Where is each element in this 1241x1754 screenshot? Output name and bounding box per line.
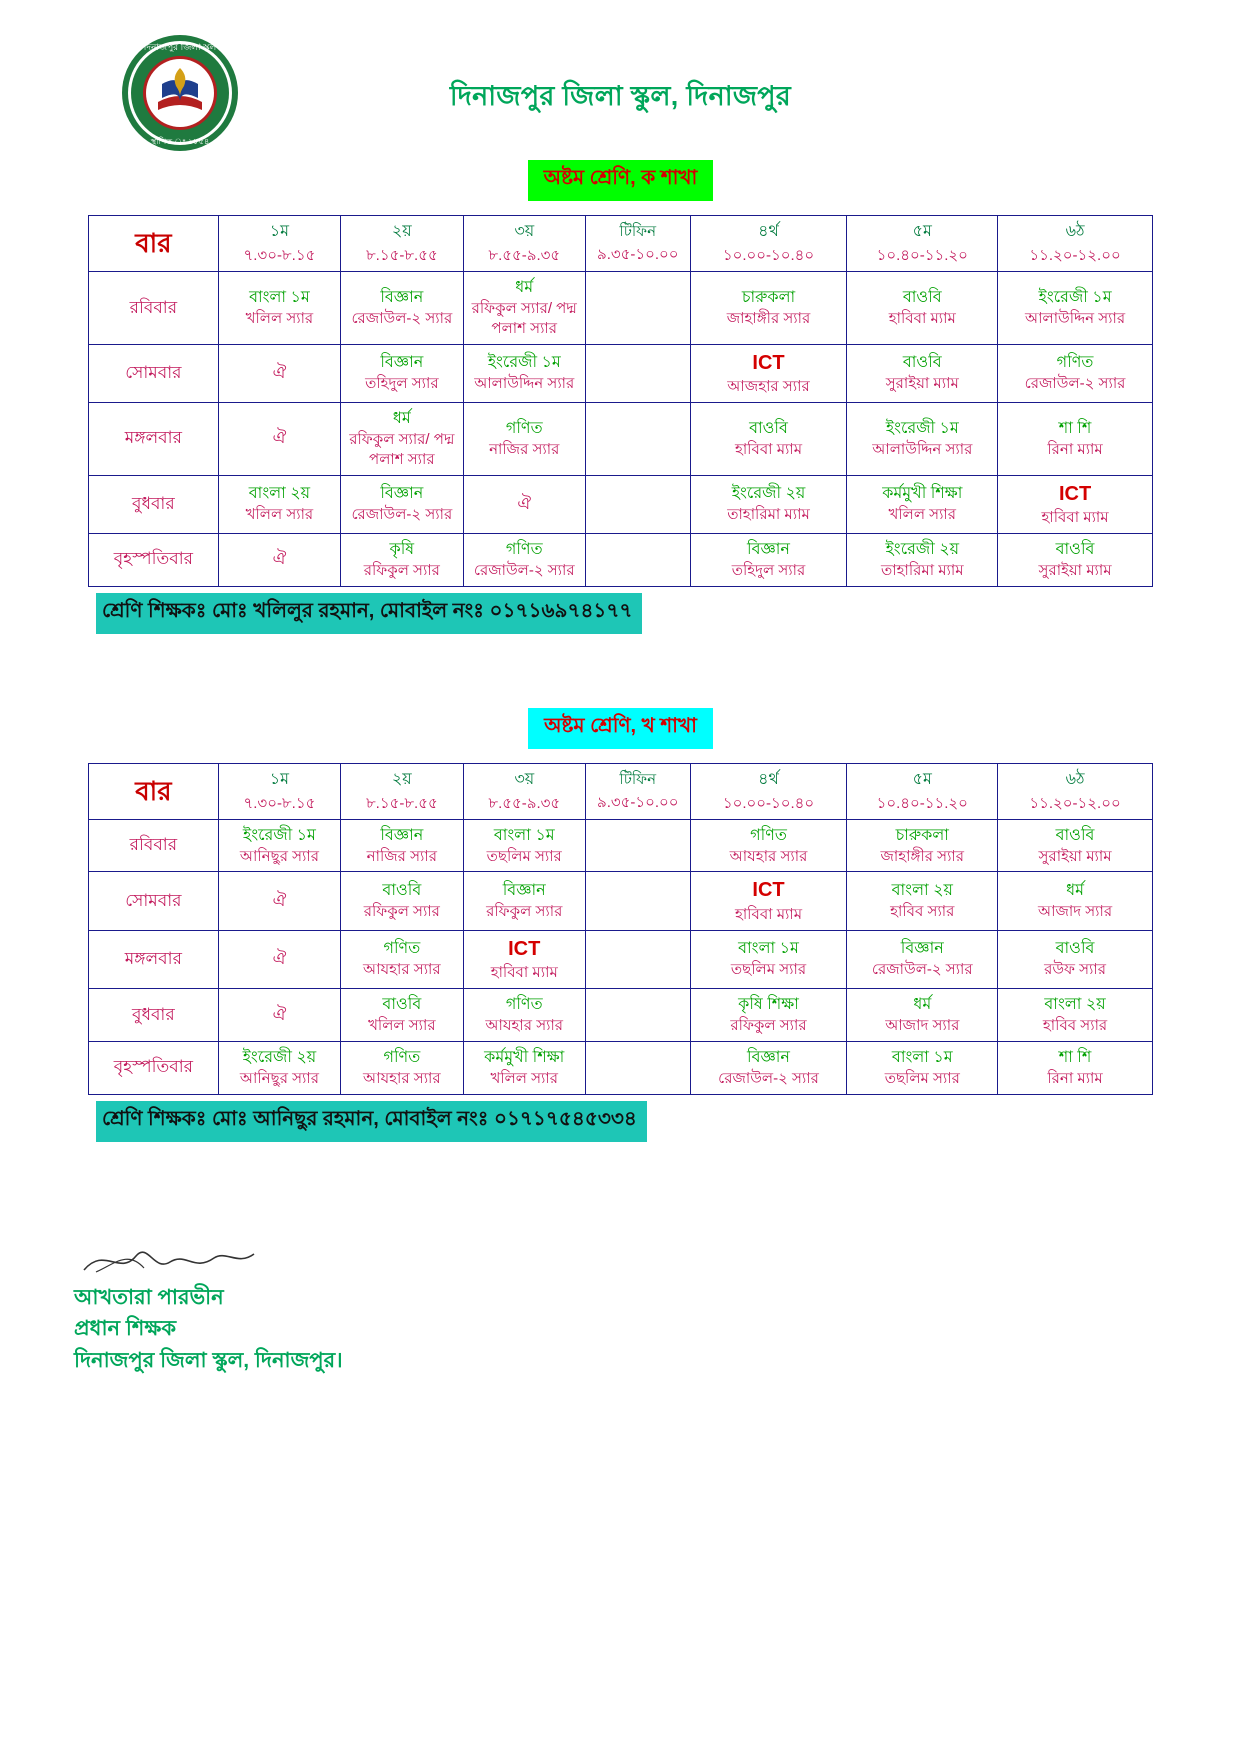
header-tiffin bbox=[585, 763, 690, 819]
teacher: আলাউদ্দিন স্যার bbox=[1025, 309, 1126, 327]
tiffin-cell bbox=[585, 402, 690, 475]
subject: কর্মমুখী শিক্ষা bbox=[484, 1048, 565, 1066]
tiffin-label: টিফিন bbox=[619, 770, 657, 788]
period-time: ১০.৪০-১১.২০ bbox=[876, 247, 968, 265]
class-cell bbox=[218, 819, 340, 872]
header-period-6 bbox=[998, 763, 1153, 819]
ditto-mark: ঐ bbox=[272, 948, 287, 968]
subject: ধর্ম bbox=[913, 995, 932, 1013]
teacher: রেজাউল-২ স্যার bbox=[473, 561, 575, 579]
svg-text:স্থাপিত ঃ ১৮৫৪: স্থাপিত ঃ ১৮৫৪ bbox=[150, 137, 210, 146]
routine-table-a bbox=[88, 215, 1153, 587]
section-title-a: অষ্টম শ্রেণি, ক শাখা bbox=[528, 160, 714, 201]
teacher: খলিল স্যার bbox=[245, 309, 314, 327]
document-header bbox=[60, 18, 1181, 148]
class-teacher-b-wrap bbox=[88, 1095, 1153, 1142]
class-cell bbox=[341, 872, 463, 930]
teacher: আজাদ স্যার bbox=[885, 1016, 960, 1034]
class-cell bbox=[847, 872, 998, 930]
teacher: হাবিবা ম্যাম bbox=[1041, 508, 1109, 526]
class-cell bbox=[690, 872, 847, 930]
subject: চারুকলা bbox=[895, 826, 949, 844]
day-label: বৃহস্পতিবার bbox=[89, 533, 219, 586]
teacher: জাহাঙ্গীর স্যার bbox=[880, 847, 965, 865]
tiffin-time: ৯.৩৫-১০.০০ bbox=[596, 793, 679, 811]
tiffin-cell bbox=[585, 344, 690, 402]
teacher: খলিল স্যার bbox=[490, 1069, 558, 1087]
class-cell bbox=[847, 402, 998, 475]
class-cell bbox=[998, 930, 1153, 988]
teacher: রিনা ম্যাম bbox=[1047, 1069, 1103, 1087]
class-cell bbox=[463, 344, 585, 402]
subject: বাওবি bbox=[902, 288, 942, 306]
section-title-b-wrap bbox=[60, 708, 1181, 749]
class-cell bbox=[463, 271, 585, 344]
teacher: খলিল স্যার bbox=[368, 1016, 436, 1034]
subject: গণিত bbox=[505, 540, 543, 558]
class-cell bbox=[463, 819, 585, 872]
class-cell bbox=[998, 872, 1153, 930]
subject: বাংলা ২য় bbox=[248, 485, 311, 503]
svg-text:দিনাজপুর জিলা স্কুল: দিনাজপুর জিলা স্কুল bbox=[143, 42, 217, 52]
subject: শা শি bbox=[1058, 1048, 1092, 1066]
period-number: ৬ঠ bbox=[1065, 770, 1085, 788]
teacher: রফিকুল স্যার bbox=[730, 1016, 807, 1034]
subject: গণিত bbox=[383, 1048, 421, 1066]
teacher: রেজাউল-২ স্যার bbox=[871, 961, 973, 979]
subject: বাওবি bbox=[382, 882, 422, 900]
period-number: ৪র্থ bbox=[758, 223, 779, 240]
class-cell bbox=[341, 402, 463, 475]
day-label: মঙ্গলবার bbox=[89, 402, 219, 475]
subject: ধর্ম bbox=[392, 409, 411, 427]
class-cell bbox=[998, 402, 1153, 475]
subject: বাংলা ১ম bbox=[249, 288, 310, 306]
header-period-5 bbox=[847, 763, 998, 819]
signature-icon bbox=[74, 1238, 274, 1282]
class-cell bbox=[218, 475, 340, 533]
section-title-a-wrap bbox=[60, 160, 1181, 201]
teacher: আনিছুর স্যার bbox=[239, 847, 319, 865]
subject: ইংরেজী ২য় bbox=[242, 1048, 317, 1066]
class-cell bbox=[218, 344, 340, 402]
period-time: ৮.৫৫-৯.৩৫ bbox=[488, 794, 561, 812]
teacher: রেজাউল-২ স্যার bbox=[351, 309, 453, 327]
class-cell bbox=[463, 988, 585, 1041]
header-period-1 bbox=[218, 763, 340, 819]
period-time: ১০.৪০-১১.২০ bbox=[876, 794, 968, 812]
subject: বাংলা ২য় bbox=[891, 882, 953, 900]
tiffin-cell bbox=[585, 819, 690, 872]
teacher: সুরাইয়া ম্যাম bbox=[1038, 561, 1112, 579]
period-time: ১১.২০-১২.০০ bbox=[1029, 247, 1121, 265]
period-time: ১০.০০-১০.৪০ bbox=[722, 794, 815, 812]
ditto-mark: ঐ bbox=[517, 493, 532, 513]
table-row bbox=[89, 402, 1153, 475]
tiffin-cell bbox=[585, 872, 690, 930]
subject: বাংলা ১ম bbox=[493, 826, 555, 844]
class-cell bbox=[218, 533, 340, 586]
class-cell bbox=[690, 344, 847, 402]
subject: বাওবি bbox=[1055, 540, 1095, 558]
class-cell bbox=[218, 271, 340, 344]
class-cell bbox=[341, 475, 463, 533]
teacher: হাবিবা ম্যাম bbox=[490, 963, 558, 981]
class-cell bbox=[998, 475, 1153, 533]
teacher: রেজাউল-২ স্যার bbox=[1024, 375, 1126, 393]
period-number: ২য় bbox=[391, 223, 412, 240]
teacher: সুরাইয়া ম্যাম bbox=[885, 375, 959, 393]
subject: গণিত bbox=[1056, 354, 1094, 372]
subject: বিজ্ঞান bbox=[380, 826, 424, 844]
tiffin-cell bbox=[585, 988, 690, 1041]
table-header-row bbox=[89, 216, 1153, 272]
period-time: ৮.৫৫-৯.৩৫ bbox=[488, 247, 561, 265]
subject: বাওবি bbox=[1055, 826, 1095, 844]
teacher: খলিল স্যার bbox=[245, 506, 314, 524]
subject: ইংরেজী ১ম bbox=[487, 354, 561, 372]
class-cell bbox=[218, 402, 340, 475]
table-header-row bbox=[89, 763, 1153, 819]
class-cell bbox=[463, 872, 585, 930]
subject: ICT bbox=[1058, 482, 1092, 505]
subject: ইংরেজী ১ম bbox=[885, 419, 959, 437]
subject: ইংরেজী ১ম bbox=[1038, 288, 1112, 306]
day-label: রবিবার bbox=[89, 271, 219, 344]
subject: ICT bbox=[508, 937, 541, 960]
teacher: তহিদুল স্যার bbox=[731, 561, 806, 579]
class-cell bbox=[690, 475, 847, 533]
class-cell bbox=[218, 988, 340, 1041]
day-label: বৃহস্পতিবার bbox=[89, 1041, 219, 1094]
table-row bbox=[89, 475, 1153, 533]
principal-institution: দিনাজপুর জিলা স্কুল, দিনাজপুর। bbox=[74, 1348, 343, 1372]
subject: বিজ্ঞান bbox=[502, 882, 546, 900]
class-cell bbox=[341, 533, 463, 586]
header-period-3 bbox=[463, 216, 585, 272]
routine-table-b bbox=[88, 763, 1153, 1095]
subject: বিজ্ঞান bbox=[747, 540, 790, 558]
teacher: আজহার স্যার bbox=[727, 378, 810, 395]
header-period-5 bbox=[847, 216, 998, 272]
teacher: আযহার স্যার bbox=[363, 1069, 441, 1087]
teacher: আলাউদ্দিন স্যার bbox=[872, 440, 973, 458]
subject: বাংলা ১ম bbox=[738, 940, 799, 958]
subject: ICT bbox=[752, 879, 785, 902]
class-cell bbox=[341, 819, 463, 872]
subject: বিজ্ঞান bbox=[380, 485, 424, 503]
teacher: রফিকুল স্যার/ পদ্ম পলাশ স্যার bbox=[349, 430, 455, 468]
period-time: ১১.২০-১২.০০ bbox=[1029, 794, 1121, 812]
ditto-mark: ঐ bbox=[272, 1004, 287, 1024]
header-period-2 bbox=[341, 216, 463, 272]
period-time: ৭.৩০-৮.১৫ bbox=[243, 247, 316, 265]
class-cell bbox=[341, 344, 463, 402]
subject: বিজ্ঞান bbox=[747, 1048, 790, 1066]
teacher: আনিছুর স্যার bbox=[239, 1069, 319, 1087]
subject: বাওবি bbox=[902, 354, 942, 372]
class-teacher-a: শ্রেণি শিক্ষকঃ মোঃ খলিলুর রহমান, মোবাইল নংঃ ০১৭১৬৯৭৪১৭৭ bbox=[96, 593, 642, 634]
subject: বাওবি bbox=[1055, 940, 1095, 958]
class-cell bbox=[998, 819, 1153, 872]
period-number: ১ম bbox=[269, 770, 290, 788]
class-teacher-a-wrap bbox=[88, 587, 1153, 634]
subject: ICT bbox=[752, 351, 785, 374]
class-cell bbox=[341, 988, 463, 1041]
class-cell bbox=[847, 930, 998, 988]
period-number: ৫ম bbox=[912, 223, 932, 240]
subject: গণিত bbox=[505, 995, 543, 1013]
period-number: ৬ঠ bbox=[1065, 223, 1085, 240]
period-number: ৪র্থ bbox=[758, 770, 779, 788]
class-cell bbox=[847, 819, 998, 872]
subject: গণিত bbox=[383, 940, 421, 958]
day-label: বুধবার bbox=[89, 475, 219, 533]
period-time: ৭.৩০-৮.১৫ bbox=[243, 794, 316, 812]
teacher: নাজির স্যার bbox=[366, 847, 437, 865]
header-period-6 bbox=[998, 216, 1153, 272]
class-cell bbox=[463, 475, 585, 533]
class-cell bbox=[690, 271, 847, 344]
ditto-mark: ঐ bbox=[272, 890, 287, 910]
teacher: রেজাউল-২ স্যার bbox=[351, 506, 453, 524]
day-label: সোমবার bbox=[89, 344, 219, 402]
ditto-mark: ঐ bbox=[272, 428, 287, 448]
class-cell bbox=[463, 1041, 585, 1094]
class-cell bbox=[218, 930, 340, 988]
subject: বাংলা ১ম bbox=[891, 1048, 953, 1066]
subject: গণিত bbox=[750, 826, 787, 844]
subject: ইংরেজী ২য় bbox=[731, 485, 806, 503]
teacher: রউফ স্যার bbox=[1044, 961, 1107, 979]
header-day: বার bbox=[89, 763, 219, 819]
class-cell bbox=[847, 271, 998, 344]
day-label: সোমবার bbox=[89, 872, 219, 930]
header-period-1 bbox=[218, 216, 340, 272]
subject: ইংরেজী ২য় bbox=[885, 540, 960, 558]
subject: কর্মমুখী শিক্ষা bbox=[882, 485, 963, 503]
class-cell bbox=[690, 533, 847, 586]
period-time: ৮.১৫-৮.৫৫ bbox=[365, 247, 438, 265]
teacher: হাবিব স্যার bbox=[1042, 1016, 1108, 1034]
teacher: তাহারিমা ম্যাম bbox=[880, 561, 964, 579]
class-teacher-b: শ্রেণি শিক্ষকঃ মোঃ আনিছুর রহমান, মোবাইল নংঃ ০১৭১৭৫৪৫৩৩৪ bbox=[96, 1101, 647, 1142]
table-row bbox=[89, 988, 1153, 1041]
day-label: মঙ্গলবার bbox=[89, 930, 219, 988]
class-cell bbox=[998, 1041, 1153, 1094]
teacher: তছলিম স্যার bbox=[486, 847, 562, 865]
section-gap bbox=[60, 634, 1181, 696]
teacher: রিনা ম্যাম bbox=[1047, 440, 1103, 458]
tiffin-cell bbox=[585, 930, 690, 988]
tiffin-cell bbox=[585, 1041, 690, 1094]
table-row bbox=[89, 819, 1153, 872]
subject: চারুকলা bbox=[741, 288, 796, 306]
teacher: নাজির স্যার bbox=[489, 440, 560, 458]
header-period-4 bbox=[690, 763, 847, 819]
class-cell bbox=[847, 533, 998, 586]
class-cell bbox=[847, 344, 998, 402]
subject: বাওবি bbox=[749, 419, 788, 437]
class-cell bbox=[463, 930, 585, 988]
class-cell bbox=[998, 988, 1153, 1041]
period-number: ১ম bbox=[269, 223, 290, 240]
teacher: হাবিবা ম্যাম bbox=[734, 905, 803, 923]
subject: বাওবি bbox=[382, 995, 422, 1013]
class-cell bbox=[218, 872, 340, 930]
teacher: রফিকুল স্যার bbox=[363, 561, 440, 579]
class-cell bbox=[463, 402, 585, 475]
class-cell bbox=[218, 1041, 340, 1094]
principal-name: আখতারা পারভীন bbox=[74, 1285, 224, 1309]
table-row bbox=[89, 271, 1153, 344]
teacher: সুরাইয়া ম্যাম bbox=[1038, 847, 1112, 865]
subject: ইংরেজী ১ম bbox=[242, 826, 316, 844]
school-logo-icon bbox=[110, 32, 250, 154]
teacher: খলিল স্যার bbox=[888, 506, 957, 524]
class-cell bbox=[998, 344, 1153, 402]
class-cell bbox=[463, 533, 585, 586]
class-cell bbox=[690, 819, 847, 872]
class-cell bbox=[341, 930, 463, 988]
subject: কৃষি শিক্ষা bbox=[738, 995, 799, 1013]
teacher: আযহার স্যার bbox=[729, 847, 808, 865]
header-period-4 bbox=[690, 216, 847, 272]
header-period-3 bbox=[463, 763, 585, 819]
tiffin-label: টিফিন bbox=[619, 223, 657, 241]
class-cell bbox=[847, 988, 998, 1041]
teacher: রেজাউল-২ স্যার bbox=[718, 1069, 819, 1087]
header-day: বার bbox=[89, 216, 219, 272]
table-row bbox=[89, 872, 1153, 930]
subject: কৃষি bbox=[389, 540, 415, 558]
period-number: ২য় bbox=[391, 770, 412, 788]
subject: গণিত bbox=[505, 419, 543, 437]
principal-designation: প্রধান শিক্ষক bbox=[74, 1317, 177, 1341]
teacher: রফিকুল স্যার bbox=[486, 903, 563, 921]
period-time: ১০.০০-১০.৪০ bbox=[722, 247, 815, 265]
subject: বিজ্ঞান bbox=[380, 288, 424, 306]
teacher: হাবিব স্যার bbox=[890, 903, 955, 921]
table-row bbox=[89, 930, 1153, 988]
class-cell bbox=[690, 988, 847, 1041]
teacher: আযহার স্যার bbox=[363, 961, 441, 979]
teacher: হাবিবা ম্যাম bbox=[888, 309, 956, 327]
teacher: তছলিম স্যার bbox=[730, 961, 807, 979]
teacher: তাহারিমা ম্যাম bbox=[727, 506, 810, 524]
teacher: আযহার স্যার bbox=[485, 1016, 564, 1034]
period-number: ৩য় bbox=[514, 223, 535, 240]
school-name: দিনাজপুর জিলা স্কুল, দিনাজপুর bbox=[449, 81, 792, 111]
class-cell bbox=[998, 271, 1153, 344]
teacher: তছলিম স্যার bbox=[884, 1069, 960, 1087]
table-row bbox=[89, 1041, 1153, 1094]
subject: বিজ্ঞান bbox=[900, 940, 944, 958]
table-row bbox=[89, 533, 1153, 586]
class-cell bbox=[341, 1041, 463, 1094]
section-title-b: অষ্টম শ্রেণি, খ শাখা bbox=[528, 708, 713, 749]
header-tiffin bbox=[585, 216, 690, 272]
day-label: বুধবার bbox=[89, 988, 219, 1041]
teacher: রফিকুল স্যার bbox=[363, 903, 440, 921]
table-row bbox=[89, 344, 1153, 402]
ditto-mark: ঐ bbox=[272, 362, 287, 382]
period-number: ৩য় bbox=[514, 770, 535, 788]
day-label: রবিবার bbox=[89, 819, 219, 872]
class-cell bbox=[690, 930, 847, 988]
teacher: জাহাঙ্গীর স্যার bbox=[726, 309, 811, 327]
period-number: ৫ম bbox=[912, 770, 932, 788]
tiffin-cell bbox=[585, 475, 690, 533]
tiffin-cell bbox=[585, 533, 690, 586]
teacher: হাবিবা ম্যাম bbox=[734, 440, 803, 458]
header-period-2 bbox=[341, 763, 463, 819]
class-cell bbox=[690, 1041, 847, 1094]
teacher: তহিদুল স্যার bbox=[365, 375, 439, 393]
class-cell bbox=[847, 475, 998, 533]
tiffin-time: ৯.৩৫-১০.০০ bbox=[596, 245, 679, 263]
period-time: ৮.১৫-৮.৫৫ bbox=[365, 794, 438, 812]
class-cell bbox=[690, 402, 847, 475]
signature-block bbox=[74, 1238, 1181, 1377]
teacher: আজাদ স্যার bbox=[1037, 903, 1113, 921]
subject: ধর্ম bbox=[515, 278, 534, 296]
tiffin-cell bbox=[585, 271, 690, 344]
subject: বাংলা ২য় bbox=[1044, 995, 1106, 1013]
subject: বিজ্ঞান bbox=[380, 354, 424, 372]
teacher: রফিকুল স্যার/ পদ্ম পলাশ স্যার bbox=[471, 300, 577, 337]
class-cell bbox=[341, 271, 463, 344]
class-cell bbox=[998, 533, 1153, 586]
class-cell bbox=[847, 1041, 998, 1094]
subject: ধর্ম bbox=[1066, 882, 1084, 900]
teacher: আলাউদ্দিন স্যার bbox=[474, 375, 575, 393]
subject: শা শি bbox=[1058, 419, 1092, 437]
ditto-mark: ঐ bbox=[272, 549, 287, 569]
